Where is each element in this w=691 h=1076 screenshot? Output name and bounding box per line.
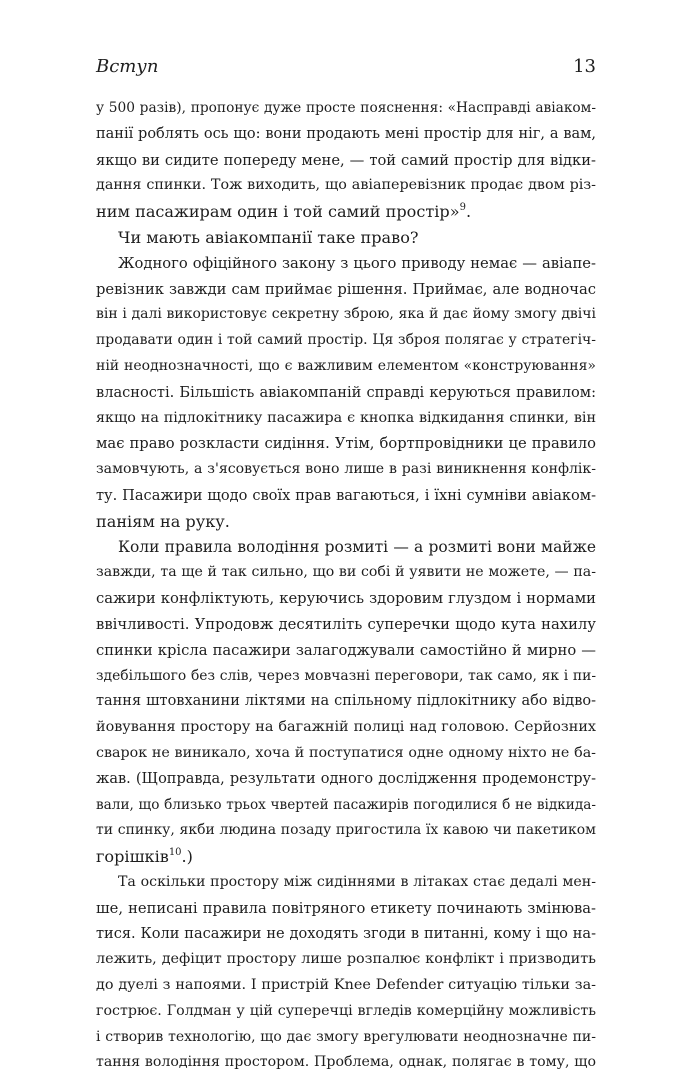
line-text: Коли правила володіння розмиті — а розмиті вони майже [118,537,596,556]
line-text: продавати один і той самий простір. Ця зброя полягає у стратегіч- [96,332,596,349]
text-line [96,689,596,715]
line-text: і створив технологію, що дає змогу врегулювати неоднозначне пи- [96,1028,596,1045]
text-line [96,818,596,844]
line-punctuation: . [465,202,472,222]
line-text: власності. Більшість авіакомпаній справді керуються правилом: [96,383,596,401]
footnote-ref: 9 [459,202,466,214]
text-line [96,122,596,148]
line-text: паніям на руку. [96,511,230,531]
text-line [96,947,596,973]
line-text: ній неоднозначності, що є важливим елементом «конструювання» [96,357,596,374]
line-text: спинки крісла пасажири залагоджували самостійно й мирно — [96,641,596,659]
line-text: сварок не виникало, хоча й поступатися одне одному ніхто не ба- [96,744,596,761]
text-line [96,380,596,406]
text-line [96,406,596,432]
line-text: вали, що близько трьох чвертей пасажирів погодилися б не відкида- [96,796,596,813]
text-line [96,560,596,586]
text-line [96,767,596,793]
text-line [96,431,596,457]
body-text [96,96,596,1076]
text-line [96,741,596,767]
text-line [96,457,596,483]
text-line [96,999,596,1025]
footnote-ref: 10 [168,847,182,859]
line-text: ревізник завжди сам приймає рішення. Приймає, але водночас [96,280,596,298]
line-text: лежить, дефіцит простору лише розпалює конфлікт і призводить [96,951,596,968]
line-text: ти спинку, якби людина позаду пригостила їх кавою чи пакетиком [96,822,596,839]
line-text: Чи мають авіакомпанії таке право? [118,227,419,247]
text-line [96,1050,596,1076]
line-text: тися. Коли пасажири не доходять згоди в питанні, кому і що на- [96,925,596,942]
text-line [96,173,596,199]
text-line [96,328,596,354]
line-text: йовування простору на багажній полиці над головою. Серйозних [96,719,596,736]
line-text: панії роблять ось що: вони продають мені простір для ніг, а вам, [96,125,596,142]
line-text: жав. (Щоправда, результати одного дослідження продемонстру- [96,770,596,787]
text-line [96,509,596,535]
line-text: гострює. Голдман у цій суперечці вгледів комерційну можливість [96,1002,596,1019]
line-text: до дуелі з напоями. І пристрій Knee Defender ситуацію тільки за- [96,977,596,994]
line-text: сажири конфліктують, керуючись здоровим глуздом і нормами [96,590,596,608]
line-text: тання володіння простором. Проблема, однак, полягає в тому, що [96,1054,596,1071]
line-punctuation: .) [181,847,193,867]
text-line [96,793,596,819]
text-line [96,973,596,999]
line-text: завжди, та ще й так сильно, що ви собі й уявити не можете, — па- [96,564,596,581]
text-line [96,922,596,948]
line-text: він і далі використовує секретну зброю, яка й дає йому змогу двічі [96,306,596,323]
text-line [96,638,596,664]
line-text: ту. Пасажири щодо своїх прав вагаються, і їхні сумніви авіаком- [96,486,596,504]
line-text: якщо на підлокітнику пасажира є кнопка відкидання спинки, він [96,409,596,426]
text-line [96,96,596,122]
line-text: ше, неписані правила повітряного етикету починають змінюва- [96,899,596,917]
text-line [96,1025,596,1051]
text-line [96,225,596,251]
line-text: Та оскільки простору між сидіннями в літаках стає дедалі мен- [118,873,596,890]
text-line [96,302,596,328]
line-text: дання спинки. Тож виходить, що авіаперевізник продає двом різ- [96,177,596,194]
line-text: має право розкласти сидіння. Утім, бортпровідники це правило [96,435,596,453]
text-line [96,896,596,922]
line-text: ним пасажирам один і той самий простір» [96,202,460,222]
line-text: тання штовханини ліктями на спільному підлокітнику або відво- [96,693,596,710]
text-line [96,612,596,638]
text-line [96,535,596,561]
line-text: ввічливості. Упродовж десятиліть суперечки щодо кута нахилу [96,615,596,633]
text-line [96,483,596,509]
running-head [96,54,596,80]
line-text: Жодного офіційного закону з цього приводу немає — авіапе- [118,254,596,272]
text-line [96,844,596,870]
line-text: замовчують, а з'ясовується воно лише в разі виникнення конфлік- [96,461,596,478]
text-line [96,354,596,380]
text-line [96,664,596,690]
text-line [96,870,596,896]
text-line [96,148,596,174]
line-text: горішків [96,847,169,867]
section-title: Вступ [96,56,159,77]
page-number: 13 [573,56,596,77]
line-text: у 500 разів), пропонує дуже просте пояснення: «Насправді авіаком- [96,100,596,116]
text-line [96,251,596,277]
line-text: здебільшого без слів, через мовчазні переговори, так само, як і пи- [96,667,596,684]
text-line [96,277,596,303]
text-line [96,199,596,225]
text-line [96,586,596,612]
text-line [96,715,596,741]
line-text: якщо ви сидите попереду мене, — той самий простір для відки- [96,151,596,169]
